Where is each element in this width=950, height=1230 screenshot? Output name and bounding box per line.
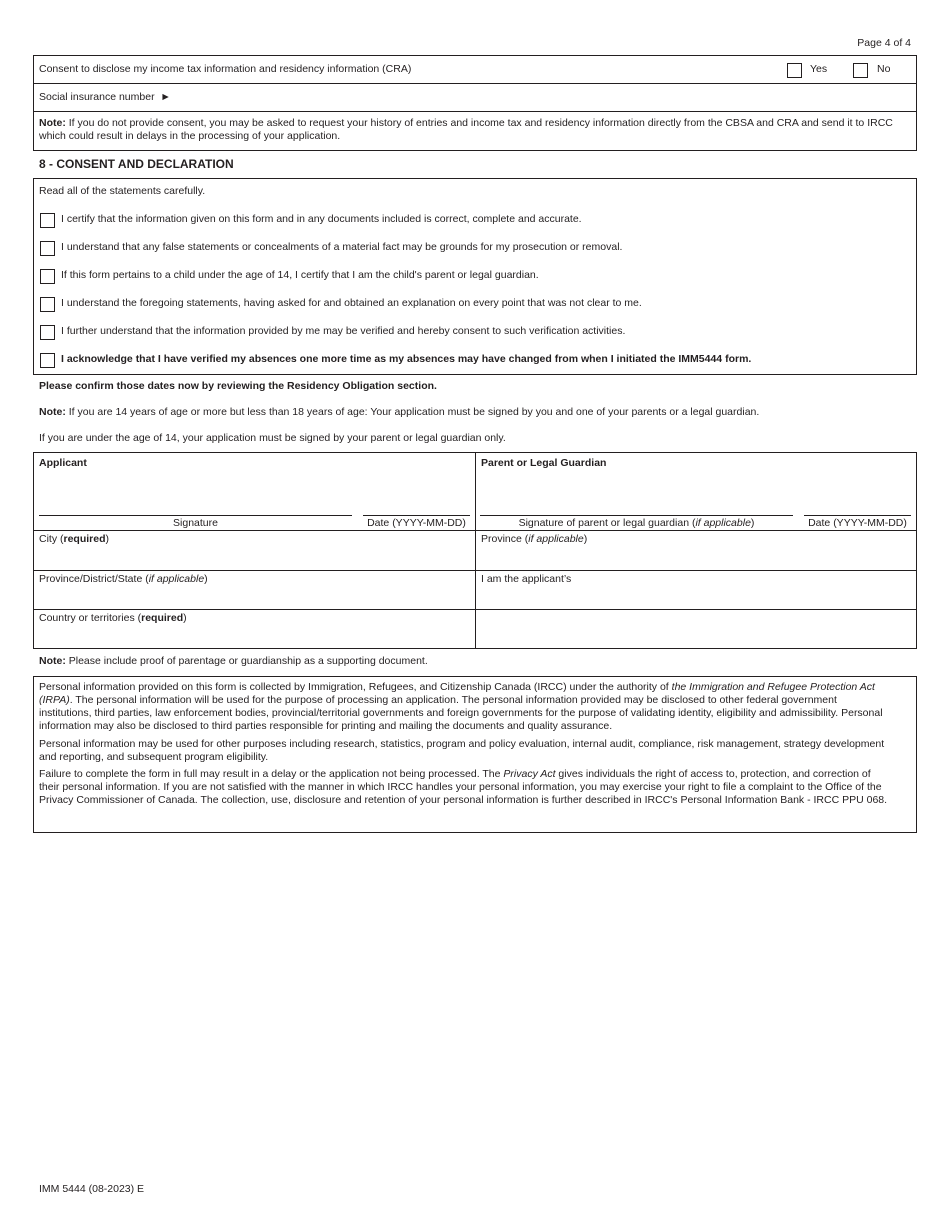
country-label-close: )	[183, 612, 187, 624]
city-label-text: City (	[39, 533, 64, 545]
privacy-p3-a: Failure to complete the form in full may result in a delay or the application not being processed. The	[39, 767, 504, 780]
form-number-footer: IMM 5444 (08-2023) E	[39, 1183, 145, 1195]
city-label-close: )	[105, 533, 110, 545]
consent-yes-checkbox[interactable]	[787, 63, 802, 78]
guardian-date-field[interactable]	[804, 473, 911, 515]
under-14-note: If you are under the age of 14, your application must be signed by your parent or legal guardian only.	[39, 432, 506, 444]
statement-text-6: I acknowledge that I have verified my absences one more time as my absences may have changed from when I initiated the IMM5444 form.	[61, 353, 752, 365]
sin-label-text: Social insurance number	[39, 91, 155, 103]
sin-input[interactable]	[184, 85, 909, 109]
proof-note-text: Please include proof of parentage or guardianship as a supporting document.	[65, 655, 428, 667]
statement-text-2: I understand that any false statements or concealments of a material fact may be grounds for my prosecution or removal.	[61, 241, 623, 253]
province-label-close: )	[583, 533, 588, 545]
privacy-p1-italic: the Immigration and Refugee Protection Act (IRPA)	[39, 681, 875, 707]
privacy-notice	[33, 676, 917, 833]
consent-note-text: If you do not provide consent, you may be asked to request your history of entries and income tax and residency information directly from the CBSA and CRA and send it to IRCC which could result in delays in the processing of your application.	[39, 117, 893, 143]
privacy-paragraph-1	[39, 681, 888, 734]
statement-text-5: I further understand that the information provided by me may be verified and hereby consent to such verification activities.	[61, 325, 626, 337]
applicant-signature-label: Signature	[173, 517, 218, 529]
prov-district-state-label	[39, 573, 208, 586]
applicant-header: Applicant	[39, 457, 87, 469]
proof-note-label: Note:	[39, 655, 66, 667]
age-note-text: If you are 14 years of age or more but less than 18 years of age: Your application must be signed by you and one of your parents or a legal guardian.	[65, 406, 760, 418]
privacy-p3-b: gives individuals the right of access to, protection, and correction of their personal information. If you are not satisfied with the manner in which IRCC handles your personal information, you may exercise your right to file a complaint to the Office of the Privacy Commissioner of Canada. The collection, use, disclosure and retention of your personal information is further described in IRCC's Personal Information Bank - IRCC PPU 068.	[39, 767, 888, 806]
privacy-p3-italic: Privacy Act	[503, 767, 556, 780]
privacy-paragraph-2: Personal information may be used for other purposes including research, statistics, program and policy evaluation, internal audit, compliance, risk management, strategy development and reporting, and subsequent program eligibility.	[39, 737, 885, 763]
signature-table	[33, 452, 917, 649]
province-label-ifapp: if applicable	[528, 533, 584, 545]
arrow-right-icon: ►	[160, 91, 171, 103]
confirm-dates-text: Please confirm those dates now by reviewing the Residency Obligation section.	[39, 380, 437, 392]
country-label-text: Country or territories (	[39, 612, 142, 624]
province-label	[481, 533, 587, 546]
applicant-signature-field[interactable]	[39, 473, 352, 515]
city-label	[39, 533, 109, 546]
consent-note-label: Note:	[39, 117, 66, 129]
privacy-p1-a: Personal information provided on this form is collected by Immigration, Refugees, and Citizenship Canada (IRCC) under the authority of	[39, 681, 672, 693]
consent-no-checkbox[interactable]	[853, 63, 868, 78]
proof-note	[39, 655, 428, 668]
applicants-relationship-label: I am the applicant’s	[481, 573, 572, 585]
city-label-required: required	[63, 533, 106, 545]
sin-label	[39, 91, 171, 104]
province-input[interactable]	[481, 547, 911, 569]
statement-text-1: I certify that the information given on this form and in any documents included is correct, complete and accurate.	[61, 213, 582, 225]
guardian-date-label: Date (YYYY-MM-DD)	[808, 517, 907, 529]
age-note-label: Note:	[39, 406, 66, 418]
statement-checkbox-4[interactable]	[40, 297, 55, 312]
guardian-signature-label-suffix: )	[750, 517, 755, 529]
consent-section	[33, 55, 917, 151]
applicants-relationship-input[interactable]	[481, 587, 911, 608]
consent-label: Consent to disclose my income tax information and residency information (CRA)	[39, 63, 412, 75]
guardian-signature-label-ifapp: if applicable	[695, 517, 751, 529]
prov-district-state-label-close: )	[204, 573, 208, 585]
province-label-text: Province (	[481, 533, 529, 545]
prov-district-state-label-ifapp: if applicable	[148, 573, 205, 585]
statement-checkbox-5[interactable]	[40, 325, 55, 340]
consent-no-label: No	[877, 63, 891, 75]
statement-checkbox-2[interactable]	[40, 241, 55, 256]
declaration-statements	[33, 178, 917, 375]
statement-checkbox-3[interactable]	[40, 269, 55, 284]
statement-text-4: I understand the foregoing statements, having asked for and obtained an explanation on every point that was not clear to me.	[61, 297, 642, 309]
declaration-intro: Read all of the statements carefully.	[39, 185, 206, 197]
prov-district-state-label-text: Province/District/State (	[39, 573, 149, 585]
country-label-required: required	[141, 612, 184, 624]
section-8-title: 8 - CONSENT AND DECLARATION	[39, 157, 234, 171]
city-input[interactable]	[39, 547, 469, 569]
statement-checkbox-1[interactable]	[40, 213, 55, 228]
privacy-paragraph-3	[39, 768, 888, 807]
consent-yes-label: Yes	[810, 63, 828, 75]
guardian-signature-label	[480, 517, 793, 530]
statement-text-3: If this form pertains to a child under the age of 14, I certify that I am the child's parent or legal guardian.	[61, 269, 539, 281]
applicant-date-label: Date (YYYY-MM-DD)	[367, 517, 466, 529]
page-number: Page 4 of 4	[857, 37, 911, 49]
guardian-signature-label-prefix: Signature of parent or legal guardian (	[518, 517, 696, 529]
age-note	[39, 406, 759, 419]
guardian-header: Parent or Legal Guardian	[481, 457, 607, 469]
consent-note	[39, 117, 909, 143]
country-label	[39, 612, 187, 625]
guardian-signature-field[interactable]	[480, 473, 793, 515]
prov-district-state-input[interactable]	[39, 587, 469, 608]
country-input[interactable]	[39, 626, 469, 646]
statement-checkbox-6[interactable]	[40, 353, 55, 368]
privacy-p1-b: . The personal information will be used for the purpose of processing an application. The personal information provided may be disclosed to other federal government institutions, third parties, law enforcement bodies, provincial/territorial governments and foreign governments for the purpose of validating identity, eligibility and admissibility. Personal information may also be disclosed to third parties responsible for printing and mailing the documents and quality assurance.	[39, 694, 883, 733]
applicant-date-field[interactable]	[363, 473, 470, 515]
